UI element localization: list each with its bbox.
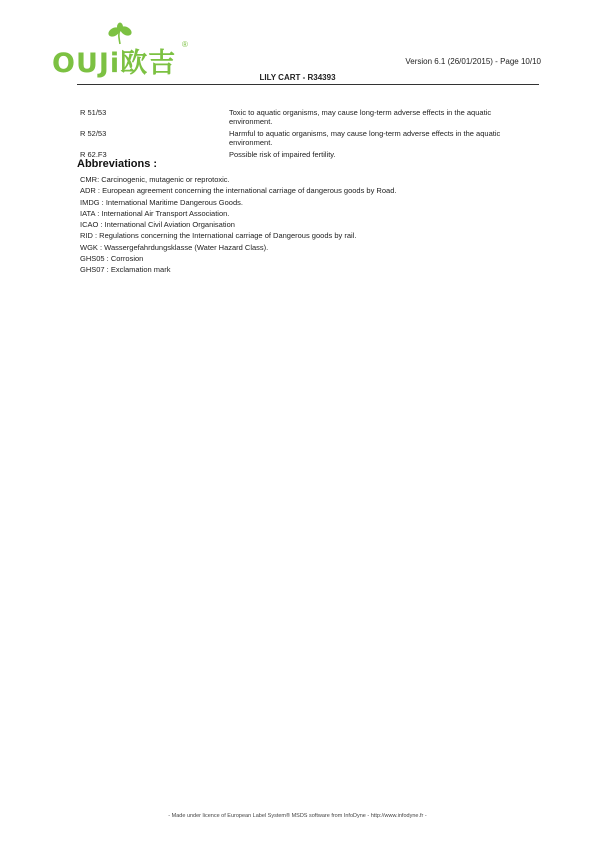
risk-phrase-code: R 51/53 bbox=[80, 108, 107, 117]
product-title: LILY CART - R34393 bbox=[259, 73, 336, 82]
abbreviations-heading: Abbreviations : bbox=[77, 158, 158, 170]
version-info: Version 6.1 (26/01/2015) - Page 10/10 bbox=[405, 57, 541, 66]
header-divider bbox=[77, 84, 539, 85]
abbreviation-item: GHS05 : Corrosion bbox=[80, 254, 144, 264]
abbreviation-item: IMDG : International Maritime Dangerous Goods. bbox=[80, 197, 243, 207]
risk-phrase-code: R 62.F3 bbox=[80, 150, 107, 159]
abbreviation-item: WGK : Wassergefahrdungsklasse (Water Hazard Class). bbox=[80, 242, 269, 252]
risk-phrase-row bbox=[80, 129, 540, 147]
page-footer: - Made under licence of European Label System® MSDS software from InfoDyne - http://www.infodyne.fr - bbox=[168, 813, 427, 819]
abbreviation-item: IATA : International Air Transport Association. bbox=[80, 208, 230, 218]
abbreviation-item: ICAO : International Civil Aviation Organisation bbox=[80, 220, 235, 230]
abbreviation-item: CMR: Carcinogenic, mutagenic or reprotoxic. bbox=[80, 175, 230, 184]
risk-phrase-row bbox=[80, 108, 540, 126]
risk-phrase-text: Toxic to aquatic organisms, may cause long-term adverse effects in the aquatic environment. bbox=[229, 108, 492, 126]
abbreviation-item: ADR : European agreement concerning the international carriage of dangerous goods by Road. bbox=[80, 186, 397, 196]
logo-text: OUJi欧吉 bbox=[52, 48, 177, 79]
risk-phrases-table bbox=[80, 108, 540, 162]
risk-phrase-text: Possible risk of impaired fertility. bbox=[229, 150, 336, 159]
abbreviation-item: GHS07 : Exclamation mark bbox=[80, 265, 171, 275]
company-logo bbox=[52, 22, 202, 79]
risk-phrase-code: R 52/53 bbox=[80, 129, 107, 138]
abbreviations-list bbox=[80, 174, 396, 276]
risk-phrase-text: Harmful to aquatic organisms, may cause long-term adverse effects in the aquatic environment. bbox=[229, 129, 501, 147]
abbreviation-item: RID : Regulations concerning the International carriage of Dangerous goods by rail. bbox=[80, 231, 357, 241]
registered-mark: ® bbox=[182, 40, 188, 49]
